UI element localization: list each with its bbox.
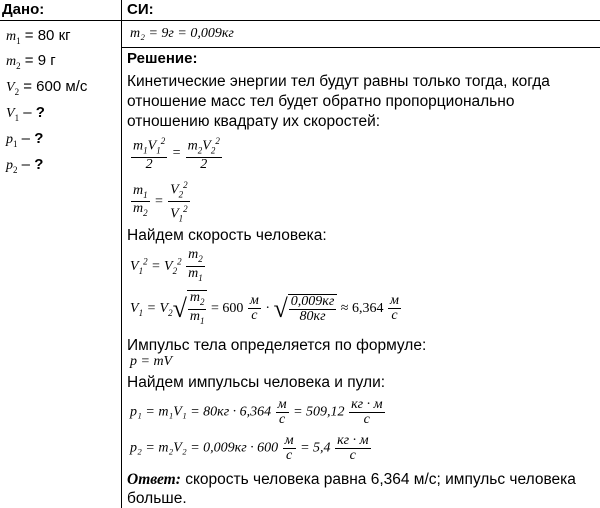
answer-text: скорость человека равна 6,364 м/с; импульс человека [180,471,576,488]
equation-v1: $V_1 = V_2√$ $\frac{m_2}{m_1}$ = 600 $\frac{м}{с}$ · √ $\frac{0,009кг}{80кг}$ ≈ 6,364 $\frac{м}{с}$ [130,290,399,326]
given-value: = 80 кг [20,27,71,44]
answer-line-1 [127,470,576,489]
answer-label: Ответ: [127,471,181,488]
find-impulses-text: Найдем импульсы человека и пули: [127,374,386,391]
v1-result: ≈ 6,364 [340,301,384,317]
given-subscript: 2 [14,87,20,98]
given-value: – [17,130,35,147]
given-subscript: 2 [13,165,18,176]
impulse-formula-text: Импульс тела определяется по формуле: [127,337,427,354]
p1-result: = 509,12 [293,404,345,420]
given-value: = 600 м/с [19,78,88,95]
impulse-formula: p = mV [130,354,173,369]
given-symbol: V [6,106,15,121]
si-line: m₂ = 9г = 0,009кг [130,26,234,41]
p2-result: = 5,4 [300,440,331,456]
solution-para-line-2: отношение масс тел будет обратно пропорционально [127,93,515,110]
given-symbol: m [6,54,17,69]
given-symbol: V [6,80,15,95]
given-symbol: p [6,158,13,173]
given-subscript: 2 [16,61,21,72]
given-header: Дано: [2,1,45,18]
given-item [6,103,45,123]
given-item [6,155,43,175]
given-item [6,77,87,97]
solution-para-line-3: отношению квадрату их скоростей: [127,113,381,130]
p1-lhs: p₁ = m₁V₁ = 80кг · 6,364 [130,404,272,420]
si-header: СИ: [127,1,154,18]
column-divider [121,0,122,508]
p2-lhs: p₂ = m₂V₂ = 0,009кг · 600 [130,440,279,456]
answer-line-2: больше. [127,490,187,507]
given-item [6,26,71,46]
solution-para-line-1: Кинетические энергии тел будут равны только тогда, когда [127,73,550,90]
given-symbol: p [6,132,13,147]
unknown-mark: ? [35,104,45,121]
equation-p2: p₂ = m₂V₂ = 0,009кг · 600 $\frac{м}{с}$ = 5,4 $\frac{кг \cdot м}{с}$ [130,433,369,463]
equation-energy: $\frac{m_1V_1^2}{2}$ = $\frac{m_2V_2^2}{2}$ [133,136,220,173]
given-item [6,129,43,149]
unknown-mark: ? [34,156,44,173]
given-subscript: 1 [16,36,21,47]
given-value: = 9 г [20,52,56,69]
equation-v1-squared: $V_1^2 = V_2^2$ $\frac{m_2}{m_1}$ [130,247,203,283]
given-subscript: 1 [13,139,18,150]
unknown-mark: ? [34,130,44,147]
solution-header: Решение: [127,50,198,67]
find-speed-text: Найдем скорость человека: [127,227,327,244]
given-symbol: m [6,29,17,44]
equation-p1: p₁ = m₁V₁ = 80кг · 6,364 $\frac{м}{с}$ = 509,12 $\frac{кг \cdot м}{с}$ [130,397,383,427]
header-divider [0,20,600,21]
given-value: – [17,156,35,173]
given-value: – [19,104,36,121]
si-divider [122,47,600,48]
given-subscript: 1 [14,113,20,124]
given-item [6,51,56,71]
equation-ratio: $\frac{m_1}{m_2}$ = $\frac{V_2^2}{V_1^2}$ [133,180,188,224]
